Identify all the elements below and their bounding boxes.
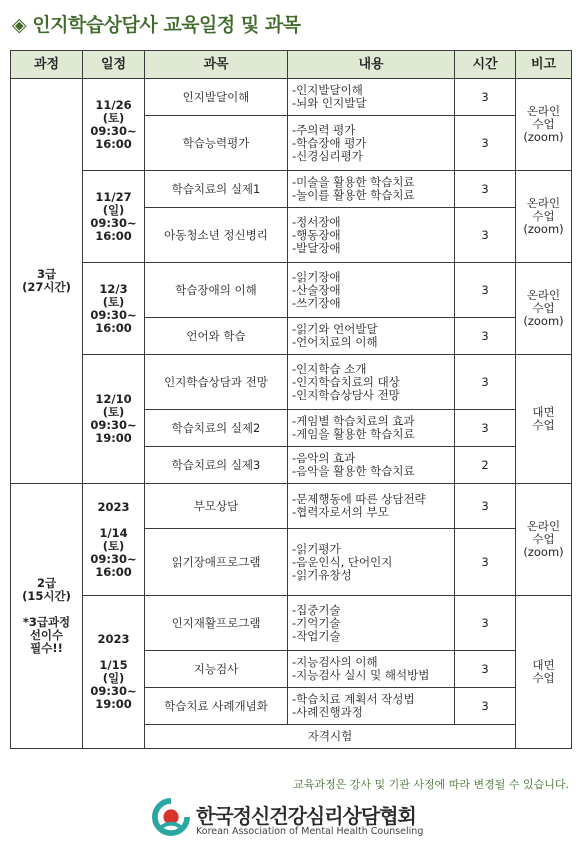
- content-line: -신경심리평가: [292, 148, 363, 163]
- note-cell: 온라인 수업 (zoom): [516, 484, 572, 596]
- content-line: -지능검사 실시 및 해석방법: [292, 668, 430, 682]
- content-cell: [288, 529, 455, 596]
- subject-cell: 학습치료 사례개념화: [145, 688, 288, 725]
- hours-cell: 3: [455, 263, 516, 318]
- content-cell: [288, 263, 455, 318]
- content-cell: [288, 318, 455, 355]
- header-hours: 시간: [455, 51, 516, 79]
- hours-cell: 3: [455, 116, 516, 171]
- content-line: -인지학습 소개: [292, 361, 367, 376]
- date-cell: 2023 1/14 (토) 09:30~ 16:00: [83, 484, 145, 596]
- content-line: -지능검사의 이해: [292, 655, 378, 669]
- header-note: 비고: [516, 51, 572, 79]
- association-english-name: Korean Association of Mental Health Counseling: [196, 826, 424, 837]
- hours-cell: 3: [455, 355, 516, 410]
- content-line: -음악의 효과: [292, 451, 356, 465]
- content-line: -읽기와 언어발달: [292, 322, 378, 336]
- date-cell: 12/3 (토) 09:30~ 16:00: [83, 263, 145, 355]
- content-line: -문제행동에 따른 상담전략: [292, 492, 426, 506]
- content-line: -주의력 평가: [292, 122, 356, 137]
- date-cell: 2023 1/15 (일) 09:30~ 19:00: [83, 596, 145, 749]
- content-cell: [288, 116, 455, 171]
- note-cell: 온라인 수업 (zoom): [516, 79, 572, 171]
- content-line: -발달장애: [292, 240, 341, 255]
- header-course: 과정: [11, 51, 83, 79]
- content-cell: [288, 208, 455, 263]
- content-line: -작업기술: [292, 628, 341, 643]
- content-line: -미술을 활용한 학습치료: [292, 175, 415, 189]
- hours-cell: 3: [455, 318, 516, 355]
- content-line: -협력자로서의 부모: [292, 505, 389, 519]
- subject-cell: 학습장애의 이해: [145, 263, 288, 318]
- content-line: -언어치료의 이해: [292, 335, 378, 349]
- content-line: -사례진행과정: [292, 705, 363, 719]
- content-line: -정서장애: [292, 214, 341, 229]
- header-row: [11, 51, 572, 79]
- table-row: [11, 171, 572, 208]
- content-line: -게임을 활용한 학습치료: [292, 427, 415, 441]
- hours-cell: 3: [455, 208, 516, 263]
- hours-cell: 3: [455, 529, 516, 596]
- subject-cell: 인지재활프로그램: [145, 596, 288, 651]
- content-line: -놀이를 활용한 학습치료: [292, 188, 415, 202]
- content-cell: [288, 171, 455, 208]
- header-subject: 과목: [145, 51, 288, 79]
- content-cell: [288, 688, 455, 725]
- association-name: 한국정신건강심리상담협회: [196, 804, 416, 828]
- hours-cell: 3: [455, 651, 516, 688]
- content-line: -집중기술: [292, 602, 341, 617]
- subject-cell: 부모상담: [145, 484, 288, 529]
- content-line: -학습치료 계획서 작성법: [292, 692, 415, 706]
- date-cell: 11/26 (토) 09:30~ 16:00: [83, 79, 145, 171]
- header-content: 내용: [288, 51, 455, 79]
- content-cell: [288, 410, 455, 447]
- table-row: [11, 263, 572, 318]
- schedule-table: [10, 50, 572, 749]
- subject-cell: 읽기장애프로그램: [145, 529, 288, 596]
- note-cell: 대면 수업: [516, 596, 572, 749]
- association-logo: [152, 796, 432, 842]
- content-line: -쓰기장애: [292, 295, 341, 310]
- table-row: [11, 79, 572, 116]
- note-cell: 대면 수업: [516, 355, 572, 484]
- table-row: [11, 355, 572, 410]
- hours-cell: 2: [455, 447, 516, 484]
- content-line: -인지발달이해: [292, 83, 363, 97]
- content-cell: [288, 79, 455, 116]
- note-cell: 온라인 수업 (zoom): [516, 263, 572, 355]
- hours-cell: 3: [455, 79, 516, 116]
- subject-cell: 학습치료의 실제1: [145, 171, 288, 208]
- date-cell: 11/27 (일) 09:30~ 16:00: [83, 171, 145, 263]
- content-line: -인지학습치료의 대상: [292, 374, 400, 389]
- header-date: 일정: [83, 51, 145, 79]
- content-line: -읽기장애: [292, 269, 341, 284]
- grade3-cell: 3급 (27시간): [11, 79, 83, 484]
- subject-cell: 언어와 학습: [145, 318, 288, 355]
- content-cell: [288, 355, 455, 410]
- table-row: [11, 596, 572, 651]
- hours-cell: 3: [455, 688, 516, 725]
- content-line: -게임별 학습치료의 효과: [292, 414, 415, 428]
- content-cell: [288, 596, 455, 651]
- grade2-cell: 2급 (15시간) *3급과정 선이수 필수!!: [11, 484, 83, 749]
- subject-cell: 학습치료의 실제2: [145, 410, 288, 447]
- subject-cell: 학습치료의 실제3: [145, 447, 288, 484]
- content-line: -기억기술: [292, 615, 341, 630]
- footer-note: 교육과정은 강사 및 기관 사정에 따라 변경될 수 있습니다.: [293, 778, 569, 791]
- subject-cell: 인지발달이해: [145, 79, 288, 116]
- content-line: -행동장애: [292, 227, 341, 242]
- content-cell: [288, 651, 455, 688]
- date-cell: 12/10 (토) 09:30~ 19:00: [83, 355, 145, 484]
- subject-cell: 인지학습상담과 전망: [145, 355, 288, 410]
- content-line: -음운인식, 단어인지: [292, 554, 393, 569]
- content-line: -인지학습상담사 전망: [292, 387, 400, 402]
- content-line: -읽기유창성: [292, 567, 352, 582]
- hours-cell: 3: [455, 484, 516, 529]
- hours-cell: 3: [455, 171, 516, 208]
- hours-cell: 3: [455, 410, 516, 447]
- table-row: [11, 484, 572, 529]
- content-line: -뇌와 인지발달: [292, 96, 367, 110]
- association-emblem-icon: [152, 798, 190, 836]
- exam-cell: 자격시험: [145, 725, 516, 749]
- subject-cell: 아동청소년 정신병리: [145, 208, 288, 263]
- content-line: -음악을 활용한 학습치료: [292, 464, 415, 478]
- note-cell: 온라인 수업 (zoom): [516, 171, 572, 263]
- content-line: -읽기평가: [292, 541, 341, 556]
- subject-cell: 학습능력평가: [145, 116, 288, 171]
- hours-cell: 3: [455, 596, 516, 651]
- subject-cell: 지능검사: [145, 651, 288, 688]
- content-line: -학습장애 평가: [292, 135, 367, 150]
- page-title: ◈ 인지학습상담사 교육일정 및 과목: [12, 14, 301, 36]
- content-line: -산술장애: [292, 282, 341, 297]
- content-cell: [288, 447, 455, 484]
- content-cell: [288, 484, 455, 529]
